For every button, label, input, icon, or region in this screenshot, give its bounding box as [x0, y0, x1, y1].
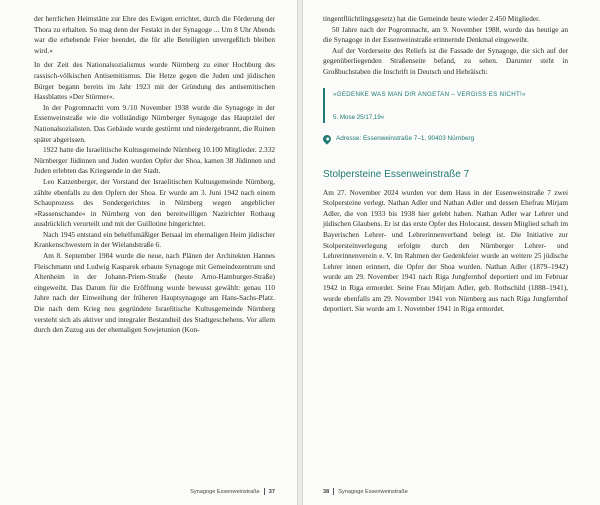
right-page-footer: [323, 488, 408, 495]
left-page-footer: [190, 488, 275, 495]
right-paragraph-1: tingentflüchtlingsgesetz) hat die Gemeinde heute wieder 2.450 Mitglieder.: [323, 14, 541, 23]
address-text: Adresse: Essenweinstraße 7–1, 90403 Nürnberg: [336, 135, 475, 143]
footer-divider: [264, 488, 265, 495]
left-footer-title: Synagoge Essenweinstraße: [190, 488, 260, 495]
left-paragraph-3: In der Pogromnacht vom 9./10 November 1938 wurde die Synagoge in der Essenweinstraße wie die vollständige Nürnberger Synagoge das Hauptziel der Nationalsozialisten. Das Gebäude wurde gestürmt und niedergebrannt, die Ruinen später abgerissen.: [34, 102, 275, 144]
right-page: [302, 0, 600, 505]
right-paragraph-2: 50 Jahre nach der Pogromnacht, am 9. November 1988, wurde das heutige an die Synagoge in der Essenweinstraße erinnernde Denkmal eingeweiht.: [323, 24, 568, 45]
footer-divider: [333, 488, 334, 495]
right-paragraph-3: Auf der Vorderseite des Reliefs ist die Fassade der Synagoge, die sich auf der gegenüberliegenden Straßenseite befand, zu sehen. Darunter steht in Großbuchstaben die Inschrift in Deutsch und Hebräisch:: [323, 45, 568, 76]
left-paragraph-2: In der Zeit des Nationalsozialismus wurde Nürnberg zu einer Hochburg des rassisch-völkischen Antisemitismus. Die Hetze gegen die Juden und jüdischen Bürger begann bereits im Jahr 1923 mit der Gründung des antisemitischen Hassblattes »Der Stürmer«.: [34, 60, 275, 102]
right-page-number: 38: [323, 488, 330, 495]
section-paragraph: Am 27. November 2024 wurden vor dem Haus in der Essenweinstraße 7 zwei Stolpersteine verlegt. Nathan Adler und Nathan Adler und dessen Ehefrau Mirjam Adler, die von 1933 bis 1938 hier gelebt haben. Nathan Adler war Lehrer und jüdischen Glaubens. Er ist das erste Opfer des Holocaust, dessen Mitglied schaft im Bayerischen Lehrer- und Lehrerinnenverband belegt ist. Die Initiative zur Stolpersteinverlegung erfolgte durch den Nürnberger Lehrer- und Lehrerinnenverein e. V. Im Rahmen der Gedenkfeier wurde an weitere 25 jüdische Lehrer innen erinnert, die Opfer der Shoa wurden. Nathan Adler (1879–1942) wurde am 29. November 1941 nach Riga Jungfernhof deportiert und im Februar 1942 in Riga ermordet. Seine Frau Mirjam Adler, geb. Rothschild (1888–1941), wurde ebenfalls am 29. November 1941 von Nürnberg aus nach Riga Jungfernhof deportiert. Sie wurde am 1. November 1941 in Riga ermordet.: [323, 187, 568, 314]
address-line: [323, 135, 568, 143]
quote-text: »GEDENKE WAS MAN DIR ANGETAN – VERGISS ES NICHT!«: [333, 90, 526, 98]
left-paragraph-7: Am 8. September 1984 wurde die neue, nach Plänen der Architekten Hannes Fleischmann und Ludwig Kasparek erbaute Synagoge mit Gemeindezentrum und Altenheim in der Johann-Priem-Straße (heute Arno-Hamburger-Straße) eingeweiht. Das Datum für die Eröffnung wurde bewusst gewählt: genau 110 Jahre nach der Einweihung der früheren Hauptsynagoge am Hans-Sachs-Platz. Die nach dem Krieg neu gegründete Israelitische Kultusgemeinde Nürnberg versteht sich als aktiver und integraler Bestandteil des Stadtgeschehens. Vor allem durch den Zuzug aus der ehemaligen Sowjetunion (Kon-: [34, 251, 275, 335]
inscription-quote: [323, 88, 568, 123]
left-page: [0, 0, 298, 505]
map-pin-icon: [321, 133, 332, 144]
right-footer-title: Synagoge Essenweinstraße: [338, 488, 408, 495]
left-paragraph-5: Leo Katzenberger, der Vorstand der Israelitischen Kultusgemeinde Nürnberg, zählte ebenfalls zu den Opfern der Shoa. Er wurde am 3. Juni 1942 nach einem Schauprozess des Sondergerichtes in Nürnberg wegen angeblicher »Rassenschande« in Nürnberg von den bereitwilligen Nazirichter Rothaug ausdrücklich verurteilt und mit der Guillotine hingerichtet.: [34, 176, 275, 229]
left-paragraph-6: Nach 1945 entstand ein behelfsmäßiger Betsaal im ehemaligen Heim jüdischer Krankenschwestern in der Wielandstraße 6.: [34, 229, 275, 250]
left-paragraph-1: der herrlichen Heimstätte zur Ehre des Ewigen errichtet, durch die Förderung der Thora zu erhalten. So mag denn der Festakt in der Synagoge ... Um 8 Uhr Abends war die erhebende Feier beendet, die für alle Beteiligten unvergeßlich bleiben wird.«: [34, 14, 275, 55]
left-page-number: 37: [268, 488, 275, 495]
quote-reference: 5. Mose 25/17,19«: [333, 113, 385, 121]
section-heading: Stolpersteine Essenweinstraße 7: [323, 168, 470, 180]
left-paragraph-4: 1922 hatte die Israelitische Kultusgemeinde Nürnberg 10.100 Mitglieder. 2.332 Nürnberger Jüdinnen und Juden wurden Opfer der Shoa, kamen 38 Jüdinnen und Juden erlebten das Kriegsende in der Stadt.: [34, 145, 275, 176]
